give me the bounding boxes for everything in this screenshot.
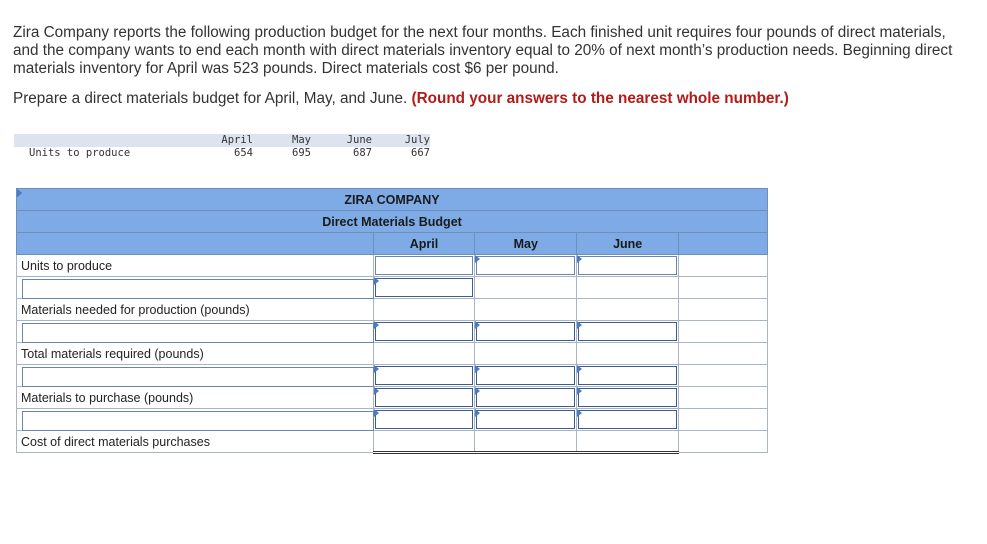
dropdown-marker-icon xyxy=(577,365,582,373)
given-row-label: Units to produce xyxy=(29,147,131,159)
dropdown-marker-icon xyxy=(577,255,582,263)
production-data-table xyxy=(14,134,438,160)
may-input-row7[interactable] xyxy=(475,387,577,409)
given-value-april: 654 xyxy=(234,147,253,159)
dropdown-marker-icon xyxy=(577,321,582,329)
dropdown-marker-icon xyxy=(577,387,582,395)
june-input-row4[interactable] xyxy=(577,321,679,343)
budget-row xyxy=(17,321,768,343)
june-units-input[interactable] xyxy=(577,255,679,277)
april-input-row7[interactable] xyxy=(373,387,475,409)
dropdown-marker-icon xyxy=(475,321,480,329)
budget-title: Direct Materials Budget xyxy=(17,211,768,233)
june-input-row6[interactable] xyxy=(577,365,679,387)
april-cost-cell[interactable] xyxy=(373,431,475,453)
row-label-total-materials: Total materials required (pounds) xyxy=(17,343,374,365)
april-input-row2[interactable] xyxy=(373,277,475,299)
dropdown-marker-icon xyxy=(475,365,480,373)
april-input-row8[interactable] xyxy=(373,409,475,431)
june-cost-cell[interactable] xyxy=(577,431,679,453)
budget-row xyxy=(17,299,768,321)
budget-row xyxy=(17,431,768,453)
given-month-july: July xyxy=(372,134,430,147)
dropdown-marker-icon xyxy=(374,387,379,395)
row-label-select-2[interactable] xyxy=(17,321,374,343)
budget-row xyxy=(17,365,768,387)
given-value-june: 687 xyxy=(353,147,372,159)
problem-text xyxy=(13,24,963,108)
given-month-april: April xyxy=(207,134,253,147)
given-month-may: May xyxy=(253,134,311,147)
april-units-input[interactable] xyxy=(373,255,475,277)
may-input-row8[interactable] xyxy=(475,409,577,431)
row-label-materials-to-purchase: Materials to purchase (pounds) xyxy=(17,387,374,409)
dropdown-marker-icon xyxy=(577,409,582,417)
direct-materials-budget xyxy=(16,188,768,454)
row-label-select-1[interactable] xyxy=(17,277,374,299)
given-value-may: 695 xyxy=(292,147,311,159)
row-label-select-3[interactable] xyxy=(17,365,374,387)
dropdown-marker-icon xyxy=(374,409,379,417)
dropdown-marker-icon xyxy=(374,277,379,285)
budget-row xyxy=(17,255,768,277)
row-label-materials-needed: Materials needed for production (pounds) xyxy=(17,299,374,321)
budget-row xyxy=(17,387,768,409)
may-input-row6[interactable] xyxy=(475,365,577,387)
budget-row xyxy=(17,409,768,431)
dropdown-marker-icon xyxy=(374,365,379,373)
may-units-input[interactable] xyxy=(475,255,577,277)
company-name: ZIRA COMPANY xyxy=(17,189,768,211)
row-label-select-4[interactable] xyxy=(17,409,374,431)
given-month-june: June xyxy=(311,134,372,147)
column-header-june: June xyxy=(577,233,679,255)
dropdown-marker-icon xyxy=(475,387,480,395)
may-cost-cell[interactable] xyxy=(475,431,577,453)
given-value-july: 667 xyxy=(411,147,430,159)
april-input-row4[interactable] xyxy=(373,321,475,343)
round-note: (Round your answers to the nearest whole number.) xyxy=(411,90,789,107)
row-label-cost-of-purchases: Cost of direct materials purchases xyxy=(17,431,374,453)
june-input-row7[interactable] xyxy=(577,387,679,409)
budget-row xyxy=(17,343,768,365)
may-input-row4[interactable] xyxy=(475,321,577,343)
april-input-row6[interactable] xyxy=(373,365,475,387)
ask-text: Prepare a direct materials budget for April, May, and June. xyxy=(13,90,408,107)
dropdown-marker-icon xyxy=(17,189,22,197)
column-header-may: May xyxy=(475,233,577,255)
dropdown-marker-icon xyxy=(475,409,480,417)
dropdown-marker-icon xyxy=(374,321,379,329)
dropdown-marker-icon xyxy=(475,255,480,263)
column-header-april: April xyxy=(373,233,475,255)
budget-row xyxy=(17,277,768,299)
june-input-row8[interactable] xyxy=(577,409,679,431)
row-label-units-to-produce: Units to produce xyxy=(17,255,374,277)
problem-paragraph: Zira Company reports the following production budget for the next four months. Each finished unit requires four pounds of direct materials, and the company wants to end each month with direct materials inventory equal to 20% of next month’s production needs. Beginning direct materials inventory for April was 523 pounds. Direct materials cost $6 per pound. xyxy=(13,24,953,77)
problem-ask xyxy=(13,90,963,108)
